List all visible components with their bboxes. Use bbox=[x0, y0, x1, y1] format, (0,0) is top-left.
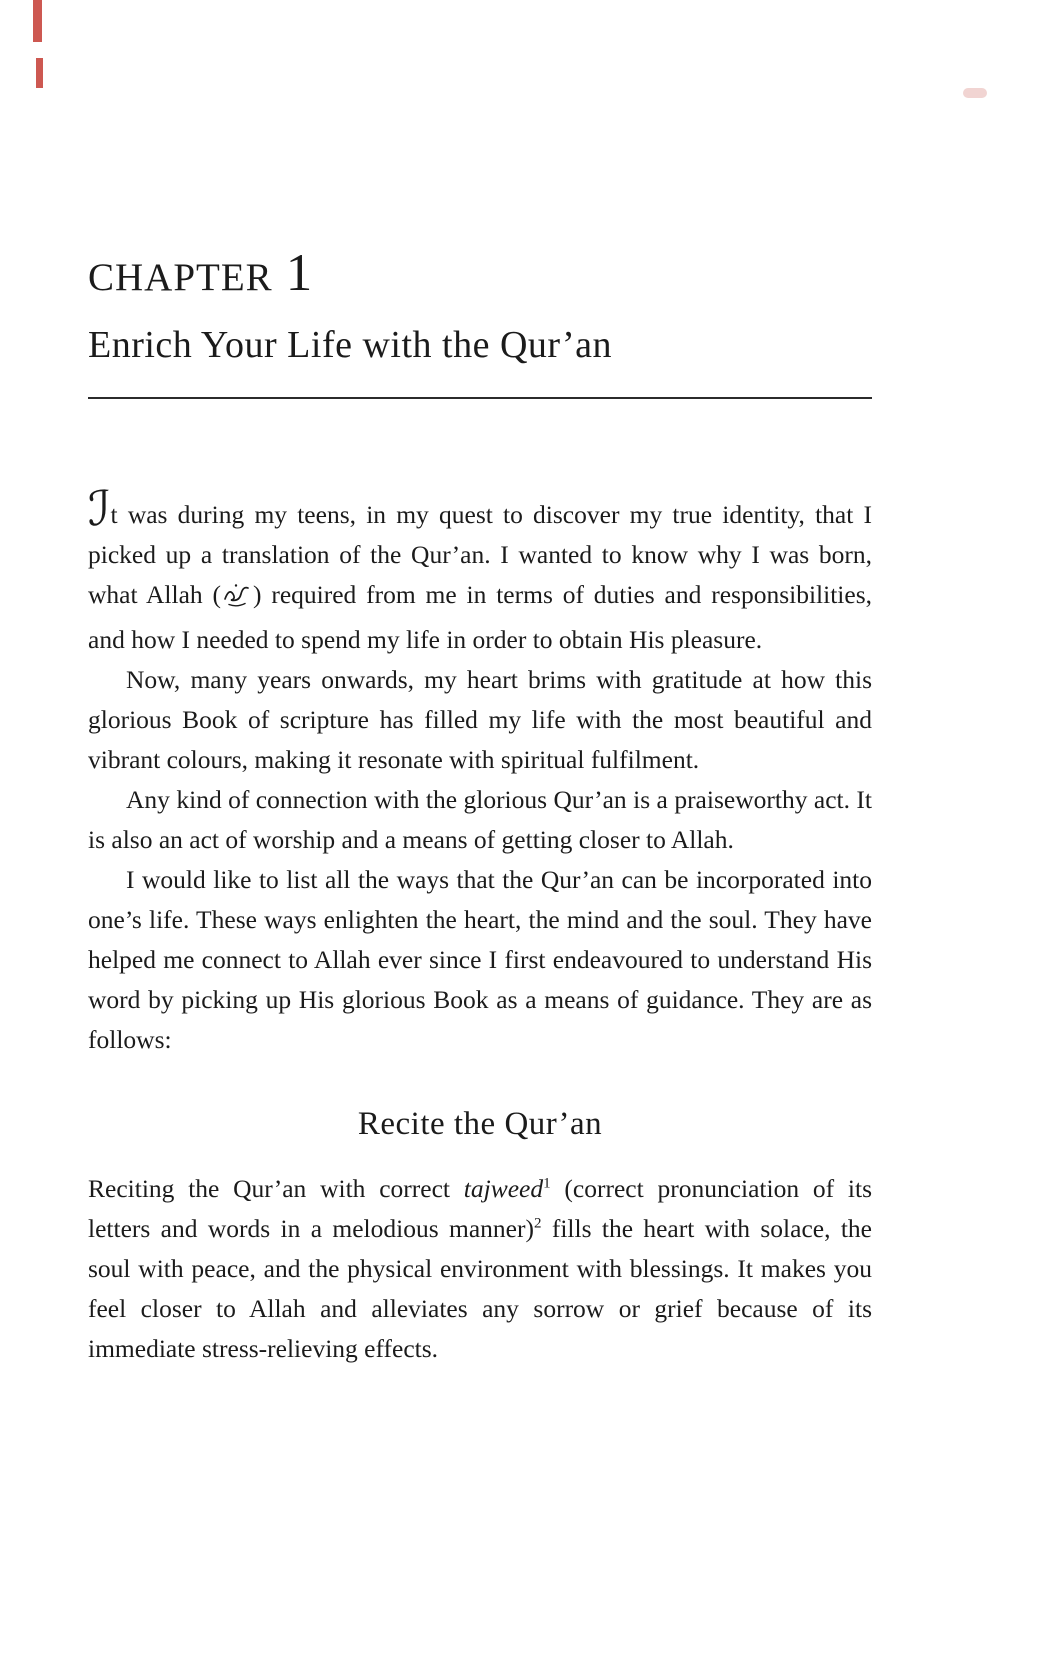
paragraph-5 bbox=[88, 1169, 872, 1369]
allah-calligraphy-icon bbox=[222, 580, 252, 620]
section-heading: Recite the Qur’an bbox=[357, 1106, 603, 1142]
paragraph-1-text-a: t was during my teens, in my quest to discover my true identity, that I picked up a translation of the Qur’an. I wanted to know why I was born, what Allah ( bbox=[88, 500, 872, 609]
scan-artifact bbox=[963, 88, 987, 98]
section-paragraph bbox=[88, 1169, 872, 1369]
scan-artifact bbox=[33, 0, 42, 42]
paragraph-3: Any kind of connection with the glorious Qur’an is a praiseworthy act. It is also an act of worship and a means of getting closer to Allah. bbox=[88, 785, 872, 854]
scan-artifact bbox=[36, 58, 43, 88]
footnote-ref-1: 1 bbox=[543, 1175, 551, 1192]
drop-cap-initial: ℐ bbox=[88, 481, 111, 537]
section-divider bbox=[88, 397, 872, 399]
chapter-heading bbox=[88, 243, 872, 303]
footnote-ref-2: 2 bbox=[533, 1215, 542, 1232]
paragraph-1-text-b: ) required from me in terms of duties and responsibilities, and how I needed to spend my life in order to obtain His pleasure. bbox=[88, 580, 872, 654]
italic-term-tajweed: tajweed bbox=[463, 1174, 544, 1203]
body-text bbox=[88, 481, 872, 1060]
page-content bbox=[88, 0, 872, 1369]
paragraph-4: I would like to list all the ways that the Qur’an can be incorporated into one’s life. These ways enlighten the heart, the mind and the soul. They have helped me connect to Allah ever since I first endeavoured to understand His word by picking up His glorious Book as a means of guidance. They are as follows: bbox=[88, 865, 872, 1054]
paragraph-5-text-c: fills the heart with solace, the soul with peace, and the physical environment with blessings. It makes you feel closer to Allah and alleviates any sorrow or grief because of its immediate stress-relieving effects. bbox=[88, 1214, 872, 1363]
chapter-title: Enrich Your Life with the Qur’an bbox=[88, 324, 612, 366]
chapter-label: CHAPTER bbox=[88, 256, 273, 299]
paragraph-2: Now, many years onwards, my heart brims with gratitude at how this glorious Book of scripture has filled my life with the most beautiful and vibrant colours, making it resonate with spiritual fulfilment. bbox=[88, 665, 872, 774]
paragraph-5-text-b: (correct pronunciation of its letters and words in a melodious manner) bbox=[88, 1174, 873, 1243]
chapter-number: 1 bbox=[285, 244, 313, 302]
paragraph-1 bbox=[88, 481, 872, 660]
paragraph-5-text-a: Reciting the Qur’an with correct bbox=[88, 1174, 464, 1203]
